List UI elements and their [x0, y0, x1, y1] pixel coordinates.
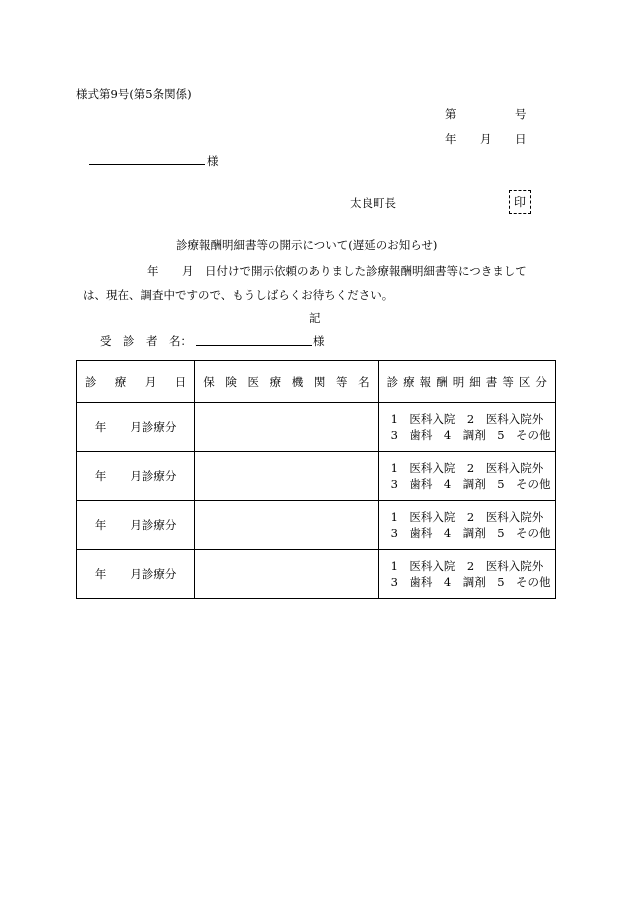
body-line1: 日付けで開示依頼のありました診療報酬明細書等につきまして	[205, 264, 527, 278]
date-year: 年	[445, 132, 457, 146]
treatment-period-cell	[77, 501, 195, 550]
header-char: 等	[502, 374, 514, 389]
header-char: 区	[518, 374, 531, 389]
statement-type-cell	[378, 452, 555, 501]
body-line2: は、現在、調査中ですので、もうしばらくお待ちください。	[83, 288, 394, 302]
institution-cell	[195, 452, 378, 501]
type-options-line2: 3 歯科 4 調剤 5 その他	[390, 477, 551, 491]
addressee-blank	[89, 150, 205, 165]
date-day: 日	[515, 132, 527, 146]
period-year: 年	[94, 567, 107, 581]
header-char: 書	[485, 374, 498, 389]
table-row	[77, 452, 556, 501]
header-char: 診	[386, 374, 399, 389]
table-row	[77, 403, 556, 452]
date-month: 月	[480, 132, 492, 146]
ki-heading: 記	[309, 311, 321, 325]
header-char: 月	[144, 374, 157, 389]
period-year: 年	[94, 420, 107, 434]
table-row	[77, 550, 556, 599]
type-options-line1: 1 医科入院 2 医科入院外	[390, 510, 544, 524]
period-month: 月診療分	[130, 518, 177, 532]
statement-type-cell	[378, 403, 555, 452]
header-char: 細	[469, 374, 481, 389]
header-char: 日	[174, 374, 187, 389]
addressee-suffix: 様	[207, 154, 219, 168]
header-char: 診	[85, 374, 97, 389]
header-char: 明	[452, 374, 465, 389]
patient-label: 受 診 者 名：	[100, 334, 192, 348]
form-number: 様式第9号(第5条関係)	[76, 87, 192, 101]
table-header-row	[77, 361, 556, 403]
type-options-line1: 1 医科入院 2 医科入院外	[390, 412, 544, 426]
period-month: 月診療分	[130, 567, 177, 581]
type-options-line2: 3 歯科 4 調剤 5 その他	[390, 575, 551, 589]
subject: 診療報酬明細書等の開示について(遅延のお知らせ)	[176, 238, 438, 252]
type-options-line1: 1 医科入院 2 医科入院外	[390, 461, 544, 475]
period-year: 年	[94, 518, 107, 532]
header-char: 医	[247, 374, 259, 389]
header-treatment-date	[77, 361, 195, 403]
institution-cell	[195, 550, 378, 599]
period-month: 月診療分	[130, 420, 177, 434]
header-char: 療	[269, 374, 282, 389]
header-char: 機	[291, 374, 304, 389]
type-options-line1: 1 医科入院 2 医科入院外	[390, 559, 544, 573]
header-char: 療	[114, 374, 127, 389]
treatment-period-cell	[77, 452, 195, 501]
type-options-line2: 3 歯科 4 調剤 5 その他	[390, 526, 551, 540]
type-options-line2: 3 歯科 4 調剤 5 その他	[390, 428, 551, 442]
period-year: 年	[94, 469, 107, 483]
header-char: 等	[335, 374, 348, 389]
statement-type-cell	[378, 501, 555, 550]
header-char: 分	[535, 374, 547, 389]
doc-number-label: 第	[445, 107, 457, 121]
header-institution	[195, 361, 378, 403]
doc-number-suffix: 号	[515, 107, 527, 121]
body-year: 年	[147, 264, 159, 278]
institution-cell	[195, 501, 378, 550]
header-char: 報	[419, 374, 432, 389]
institution-cell	[195, 403, 378, 452]
table-row	[77, 501, 556, 550]
sender-title: 太良町長	[350, 196, 396, 210]
patient-name-blank	[196, 331, 312, 346]
official-seal: 印	[509, 190, 531, 214]
statement-type-cell	[378, 550, 555, 599]
patient-suffix: 様	[313, 334, 325, 348]
header-char: 険	[225, 374, 237, 389]
disclosure-table	[76, 360, 556, 599]
header-statement-type	[378, 361, 555, 403]
body-month: 月	[182, 264, 194, 278]
header-char: 保	[203, 374, 215, 389]
header-char: 酬	[436, 374, 448, 389]
period-month: 月診療分	[130, 469, 177, 483]
header-char: 名	[358, 374, 370, 389]
treatment-period-cell	[77, 550, 195, 599]
treatment-period-cell	[77, 403, 195, 452]
header-char: 療	[403, 374, 415, 389]
header-char: 関	[313, 374, 326, 389]
